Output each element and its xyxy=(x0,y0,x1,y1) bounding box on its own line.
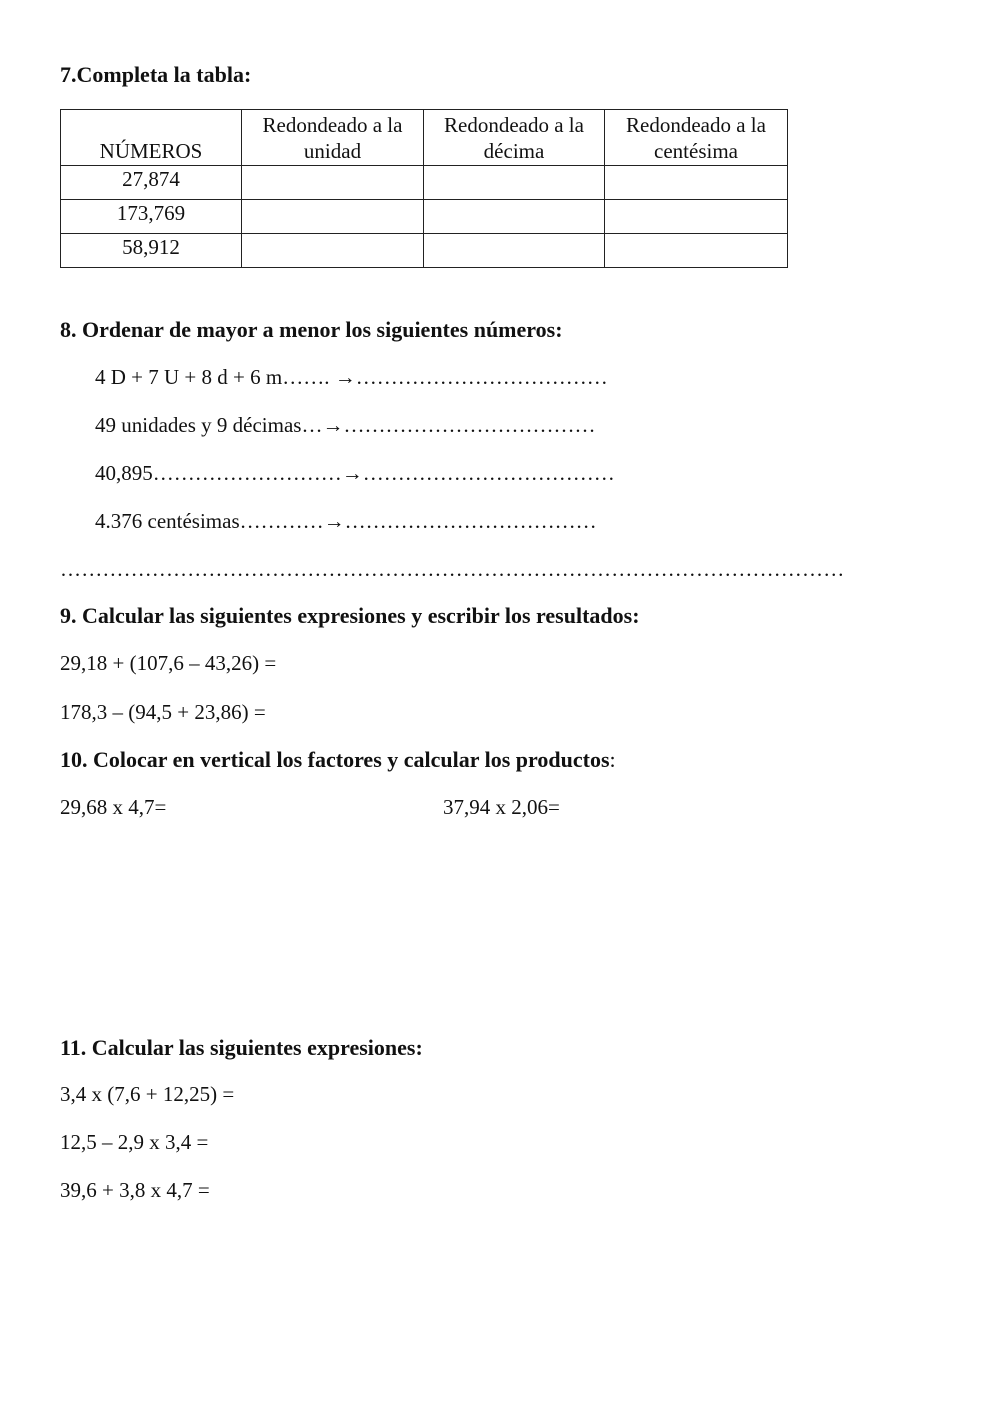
product-2: 37,94 x 2,06= xyxy=(443,795,560,819)
order-item-2: 49 unidades y 9 décimas…→……………………………… xyxy=(95,413,596,437)
answer-input[interactable] xyxy=(242,166,423,199)
answer-cell-hundredth[interactable] xyxy=(605,166,788,200)
header-hundredth-line-2: centésima xyxy=(654,139,738,163)
order-item-4: 4.376 centésimas…………→……………………………… xyxy=(95,509,597,533)
rounding-table xyxy=(60,109,788,268)
expression-9-1: 29,18 + (107,6 – 43,26) = xyxy=(60,651,277,675)
answer-cell-tenth[interactable] xyxy=(424,166,605,200)
section-8-title: 8. Ordenar de mayor a menor los siguientes números: xyxy=(60,317,563,342)
answer-cell-unit[interactable] xyxy=(242,166,424,200)
answer-cell-tenth[interactable] xyxy=(424,234,605,268)
answer-input[interactable] xyxy=(605,166,787,199)
answer-cell-unit[interactable] xyxy=(242,200,424,234)
number-cell: 173,769 xyxy=(61,200,242,234)
table-header-row xyxy=(61,110,788,166)
section-10-title-colon: : xyxy=(609,747,616,772)
product-1: 29,68 x 4,7= xyxy=(60,795,167,819)
section-10-title xyxy=(60,749,616,771)
header-hundredth xyxy=(605,110,788,166)
number-cell: 27,874 xyxy=(61,166,242,200)
header-tenth xyxy=(424,110,605,166)
answer-input[interactable] xyxy=(424,166,604,199)
table-row xyxy=(61,200,788,234)
order-answer-line: ………………………………………………………………………………………………… xyxy=(60,557,845,581)
header-numbers: NÚMEROS xyxy=(61,110,242,166)
section-10-title-text: 10. Colocar en vertical los factores y calcular los productos xyxy=(60,747,610,772)
header-tenth-line-2: décima xyxy=(483,139,545,163)
answer-cell-hundredth[interactable] xyxy=(605,200,788,234)
section-9-title: 9. Calcular las siguientes expresiones y escribir los resultados: xyxy=(60,603,640,628)
order-item-3: 40,895………………………→……………………………… xyxy=(95,461,615,485)
header-unit xyxy=(242,110,424,166)
answer-input[interactable] xyxy=(424,234,604,267)
section-7-title: 7.Completa la tabla: xyxy=(60,62,252,87)
header-hundredth-line-1: Redondeado a la xyxy=(626,113,766,137)
answer-input[interactable] xyxy=(242,234,423,267)
header-tenth-line-1: Redondeado a la xyxy=(444,113,584,137)
expression-11-1: 3,4 x (7,6 + 12,25) = xyxy=(60,1082,235,1106)
header-unit-line-1: Redondeado a la xyxy=(262,113,403,137)
number-cell: 58,912 xyxy=(61,234,242,268)
answer-input[interactable] xyxy=(424,200,604,233)
header-unit-line-2: unidad xyxy=(303,139,362,163)
table-row xyxy=(61,234,788,268)
answer-input[interactable] xyxy=(605,200,787,233)
answer-input[interactable] xyxy=(605,234,787,267)
expression-11-3: 39,6 + 3,8 x 4,7 = xyxy=(60,1178,210,1202)
answer-input[interactable] xyxy=(242,200,423,233)
expression-11-2: 12,5 – 2,9 x 3,4 = xyxy=(60,1130,209,1154)
order-item-1: 4 D + 7 U + 8 d + 6 m……. →……………………………… xyxy=(95,365,608,389)
answer-cell-tenth[interactable] xyxy=(424,200,605,234)
expression-9-2: 178,3 – (94,5 + 23,86) = xyxy=(60,700,266,724)
answer-cell-hundredth[interactable] xyxy=(605,234,788,268)
section-11-title: 11. Calcular las siguientes expresiones: xyxy=(60,1035,423,1060)
answer-cell-unit[interactable] xyxy=(242,234,424,268)
table-row xyxy=(61,166,788,200)
